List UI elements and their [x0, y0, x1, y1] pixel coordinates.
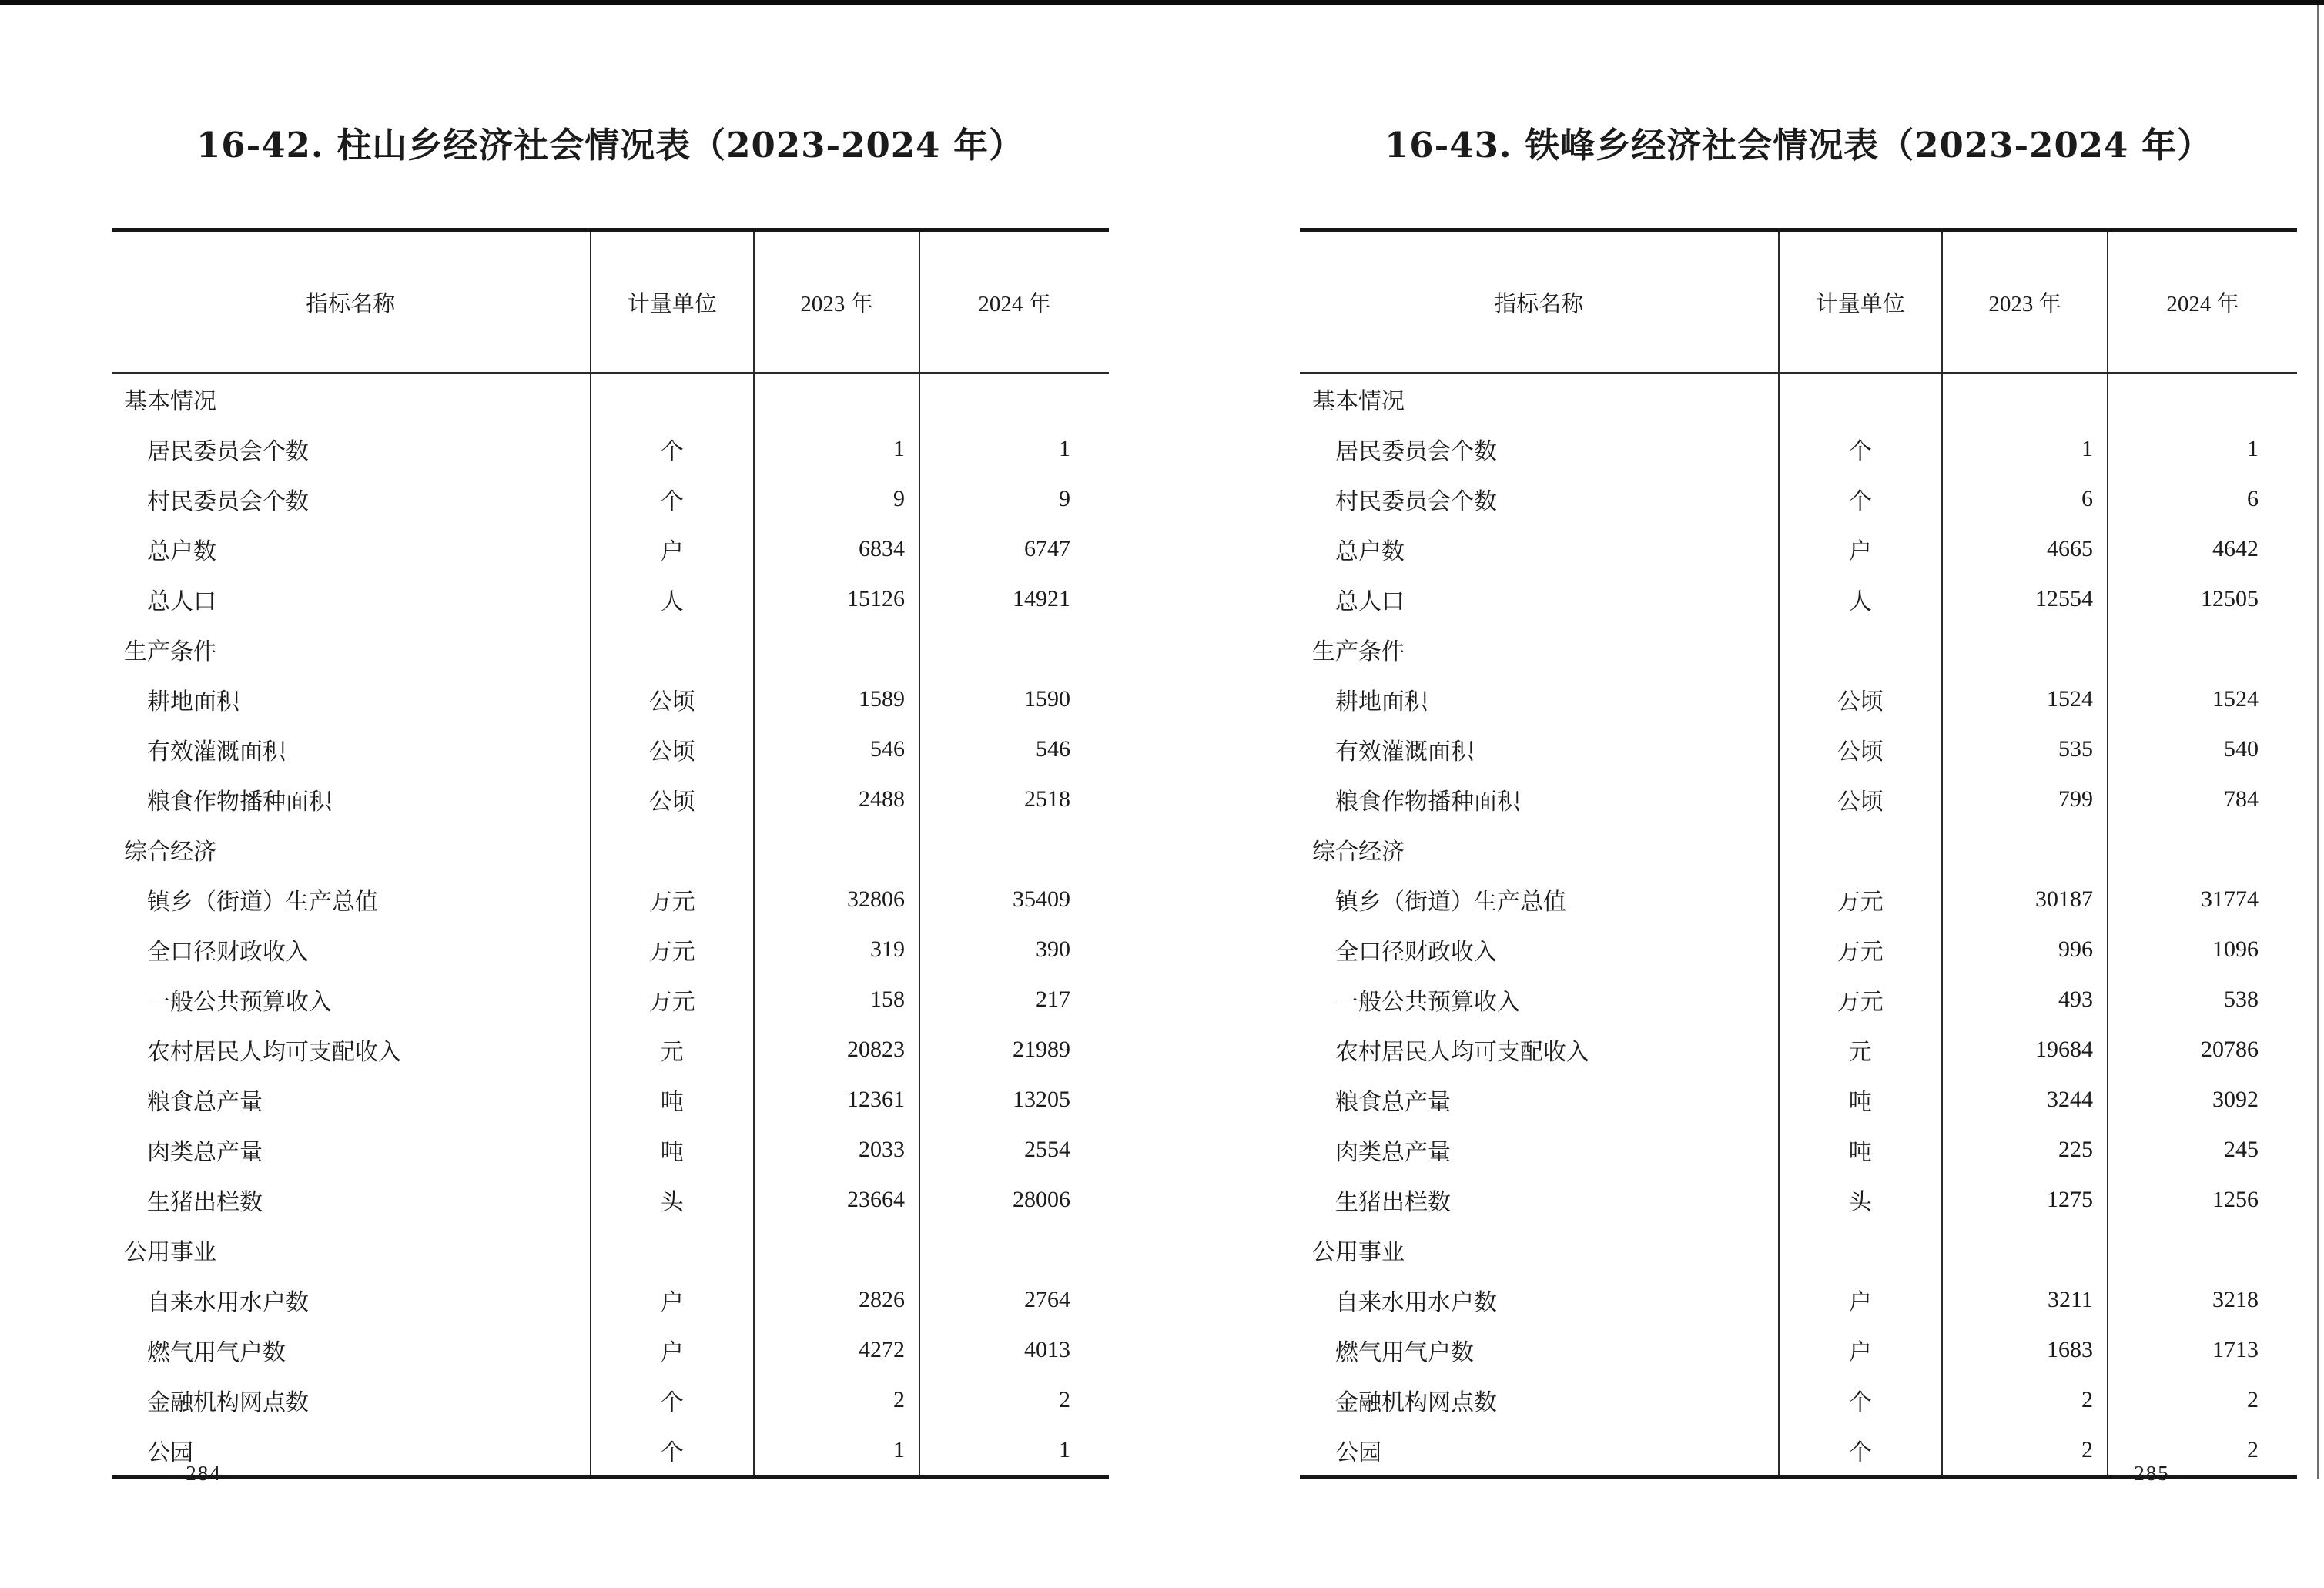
table-row [112, 1174, 1109, 1225]
indicator-name: 农村居民人均可支配收入 [147, 1039, 401, 1065]
value-2023 [1942, 1225, 2108, 1275]
indicator-name: 生产条件 [1312, 638, 1405, 665]
column-header-indicator: 指标名称 [1300, 230, 1779, 374]
unit: 吨 [591, 1074, 754, 1124]
unit: 个 [591, 1425, 754, 1477]
value-2023 [754, 624, 919, 674]
value-2023: 4272 [754, 1325, 919, 1375]
table-header-row [1300, 230, 2297, 374]
value-2023: 493 [1942, 974, 2108, 1024]
table-row [112, 574, 1109, 624]
page-number: – 284 – [167, 1462, 240, 1485]
unit: 公顷 [591, 774, 754, 824]
value-2023: 2488 [754, 774, 919, 824]
scan-edge-top [0, 0, 2324, 5]
unit: 元 [1779, 1024, 1942, 1074]
indicator-name: 公用事业 [1312, 1239, 1405, 1265]
unit: 元 [591, 1024, 754, 1074]
value-2024: 540 [2108, 724, 2297, 774]
indicator-name: 生猪出栏数 [147, 1189, 263, 1215]
column-header-unit: 计量单位 [1779, 230, 1942, 374]
unit: 个 [1779, 1375, 1942, 1425]
indicator-name: 粮食作物播种面积 [147, 789, 332, 815]
unit: 万元 [591, 974, 754, 1024]
unit [1779, 624, 1942, 674]
value-2023: 2826 [754, 1275, 919, 1325]
table-body [112, 373, 1109, 1477]
indicator-name: 肉类总产量 [147, 1139, 263, 1165]
value-2024: 35409 [919, 874, 1109, 924]
indicator-name: 总户数 [1335, 538, 1405, 565]
table-row [1300, 874, 2297, 924]
value-2023: 23664 [754, 1174, 919, 1225]
indicator-name: 有效灌溉面积 [147, 739, 286, 765]
value-2023: 12361 [754, 1074, 919, 1124]
indicator-name: 燃气用气户数 [1335, 1339, 1474, 1365]
section-row [112, 824, 1109, 874]
indicator-name: 镇乡（街道）生产总值 [1335, 889, 1566, 915]
value-2023 [1942, 373, 2108, 424]
value-2023: 3211 [1942, 1275, 2108, 1325]
value-2023 [754, 1225, 919, 1275]
value-2024: 12505 [2108, 574, 2297, 624]
value-2023: 4665 [1942, 524, 2108, 574]
indicator-name: 公用事业 [124, 1239, 216, 1265]
section-row [112, 1225, 1109, 1275]
value-2023: 1589 [754, 674, 919, 724]
value-2023: 6 [1942, 474, 2108, 524]
value-2024: 2 [2108, 1425, 2297, 1477]
table-row [112, 674, 1109, 724]
indicator-name: 自来水用水户数 [1335, 1289, 1497, 1315]
value-2024: 245 [2108, 1124, 2297, 1174]
value-2023: 15126 [754, 574, 919, 624]
table-row [1300, 524, 2297, 574]
table-row [112, 1325, 1109, 1375]
unit: 个 [1779, 1425, 1942, 1477]
unit: 个 [591, 1375, 754, 1425]
value-2023: 32806 [754, 874, 919, 924]
table-row [1300, 474, 2297, 524]
value-2023: 20823 [754, 1024, 919, 1074]
value-2024: 1096 [2108, 924, 2297, 974]
table-row [112, 774, 1109, 824]
table-row [112, 974, 1109, 1024]
value-2023: 9 [754, 474, 919, 524]
indicator-name: 综合经济 [1312, 839, 1405, 865]
indicator-name: 全口径财政收入 [1335, 939, 1497, 965]
value-2023: 996 [1942, 924, 2108, 974]
value-2023 [1942, 624, 2108, 674]
table-row [112, 1074, 1109, 1124]
unit [591, 824, 754, 874]
value-2024: 538 [2108, 974, 2297, 1024]
value-2023: 1683 [1942, 1325, 2108, 1375]
unit: 万元 [1779, 874, 1942, 924]
indicator-name: 总户数 [147, 538, 216, 565]
value-2023: 158 [754, 974, 919, 1024]
indicator-name: 生猪出栏数 [1335, 1189, 1451, 1215]
indicator-name: 居民委员会个数 [147, 438, 309, 464]
value-2024 [919, 824, 1109, 874]
unit: 个 [1779, 424, 1942, 474]
value-2024: 2518 [919, 774, 1109, 824]
value-2023: 799 [1942, 774, 2108, 824]
value-2023: 535 [1942, 724, 2108, 774]
value-2024: 20786 [2108, 1024, 2297, 1074]
unit [1779, 373, 1942, 424]
unit: 万元 [591, 874, 754, 924]
stats-table [1300, 228, 2297, 1479]
value-2024 [2108, 1225, 2297, 1275]
table-row [112, 874, 1109, 924]
value-2023: 12554 [1942, 574, 2108, 624]
unit: 公顷 [591, 724, 754, 774]
unit [591, 624, 754, 674]
indicator-name: 一般公共预算收入 [1335, 989, 1520, 1015]
unit: 吨 [591, 1124, 754, 1174]
unit: 人 [591, 574, 754, 624]
value-2024: 1713 [2108, 1325, 2297, 1375]
indicator-name: 耕地面积 [147, 688, 239, 715]
unit: 公顷 [1779, 774, 1942, 824]
value-2024: 1 [919, 1425, 1109, 1477]
value-2023: 1524 [1942, 674, 2108, 724]
indicator-name: 村民委员会个数 [1335, 488, 1497, 514]
table-row [112, 1124, 1109, 1174]
table-row [112, 424, 1109, 474]
table-row [1300, 924, 2297, 974]
value-2023: 2 [754, 1375, 919, 1425]
indicator-name: 有效灌溉面积 [1335, 739, 1474, 765]
table-row [112, 1275, 1109, 1325]
value-2024: 3218 [2108, 1275, 2297, 1325]
table-row [112, 1425, 1109, 1477]
value-2024: 3092 [2108, 1074, 2297, 1124]
table-row [1300, 574, 2297, 624]
section-row [112, 624, 1109, 674]
stats-table [112, 228, 1109, 1479]
value-2024: 21989 [919, 1024, 1109, 1074]
value-2023: 1 [754, 424, 919, 474]
indicator-name: 居民委员会个数 [1335, 438, 1497, 464]
value-2024 [2108, 624, 2297, 674]
value-2023: 1 [1942, 424, 2108, 474]
value-2024: 6747 [919, 524, 1109, 574]
value-2023: 6834 [754, 524, 919, 574]
table-row [1300, 674, 2297, 724]
value-2023: 225 [1942, 1124, 2108, 1174]
indicator-name: 农村居民人均可支配收入 [1335, 1039, 1589, 1065]
table-row [1300, 1275, 2297, 1325]
indicator-name: 总人口 [147, 588, 216, 615]
table-row [1300, 1375, 2297, 1425]
value-2023 [754, 373, 919, 424]
table-row [1300, 1074, 2297, 1124]
table-row [1300, 724, 2297, 774]
page-title: 16-43. 铁峰乡经济社会情况表（2023-2024 年） [1384, 125, 2213, 166]
table-row [1300, 1124, 2297, 1174]
indicator-name: 基本情况 [1312, 388, 1405, 414]
value-2024 [2108, 373, 2297, 424]
value-2023: 1275 [1942, 1174, 2108, 1225]
unit: 头 [1779, 1174, 1942, 1225]
table-row [112, 474, 1109, 524]
column-header-2024: 2024 年 [2108, 230, 2297, 374]
indicator-name: 肉类总产量 [1335, 1139, 1451, 1165]
unit: 头 [591, 1174, 754, 1225]
table-row [112, 1375, 1109, 1425]
unit: 吨 [1779, 1124, 1942, 1174]
table-row [1300, 1325, 2297, 1375]
table-row [112, 524, 1109, 574]
unit [591, 373, 754, 424]
table-row [112, 924, 1109, 974]
column-header-2024: 2024 年 [919, 230, 1109, 374]
value-2024 [919, 1225, 1109, 1275]
value-2024: 31774 [2108, 874, 2297, 924]
value-2024: 2764 [919, 1275, 1109, 1325]
section-row [1300, 824, 2297, 874]
value-2024: 2554 [919, 1124, 1109, 1174]
section-row [1300, 373, 2297, 424]
value-2023: 546 [754, 724, 919, 774]
unit: 公顷 [1779, 724, 1942, 774]
column-header-indicator: 指标名称 [112, 230, 591, 374]
value-2023: 2 [1942, 1425, 2108, 1477]
unit [591, 1225, 754, 1275]
value-2024 [919, 373, 1109, 424]
unit: 人 [1779, 574, 1942, 624]
indicator-name: 综合经济 [124, 839, 216, 865]
unit: 万元 [591, 924, 754, 974]
unit: 吨 [1779, 1074, 1942, 1124]
value-2024: 1590 [919, 674, 1109, 724]
indicator-name: 全口径财政收入 [147, 939, 309, 965]
table-row [1300, 774, 2297, 824]
table-row [1300, 974, 2297, 1024]
value-2024: 13205 [919, 1074, 1109, 1124]
indicator-name: 一般公共预算收入 [147, 989, 332, 1015]
indicator-name: 粮食总产量 [1335, 1089, 1451, 1115]
value-2024: 217 [919, 974, 1109, 1024]
value-2023: 2033 [754, 1124, 919, 1174]
indicator-name: 基本情况 [124, 388, 216, 414]
value-2024: 6 [2108, 474, 2297, 524]
unit [1779, 824, 1942, 874]
indicator-name: 耕地面积 [1335, 688, 1428, 715]
value-2024: 1 [2108, 424, 2297, 474]
scan-edge-right [2317, 5, 2319, 1479]
unit: 万元 [1779, 974, 1942, 1024]
value-2024: 390 [919, 924, 1109, 974]
value-2024: 784 [2108, 774, 2297, 824]
value-2024: 4013 [919, 1325, 1109, 1375]
value-2024: 2 [919, 1375, 1109, 1425]
unit: 户 [591, 1325, 754, 1375]
table-row [1300, 1024, 2297, 1074]
table-row [112, 1024, 1109, 1074]
value-2023 [1942, 824, 2108, 874]
indicator-name: 金融机构网点数 [147, 1389, 309, 1415]
table-body [1300, 373, 2297, 1477]
value-2024: 4642 [2108, 524, 2297, 574]
value-2024: 1256 [2108, 1174, 2297, 1225]
unit: 户 [1779, 1325, 1942, 1375]
value-2023: 3244 [1942, 1074, 2108, 1124]
indicator-name: 燃气用气户数 [147, 1339, 286, 1365]
column-header-unit: 计量单位 [591, 230, 754, 374]
indicator-name: 公园 [1335, 1439, 1381, 1466]
unit: 户 [591, 524, 754, 574]
unit: 个 [591, 474, 754, 524]
table-row [1300, 424, 2297, 474]
page-number: – 285 – [2115, 1462, 2188, 1485]
section-row [1300, 624, 2297, 674]
value-2023: 1 [754, 1425, 919, 1477]
unit: 户 [1779, 524, 1942, 574]
unit [1779, 1225, 1942, 1275]
value-2024: 1 [919, 424, 1109, 474]
section-row [112, 373, 1109, 424]
table-row [1300, 1174, 2297, 1225]
unit: 户 [1779, 1275, 1942, 1325]
unit: 户 [591, 1275, 754, 1325]
unit: 个 [591, 424, 754, 474]
value-2024 [2108, 824, 2297, 874]
indicator-name: 生产条件 [124, 638, 216, 665]
indicator-name: 粮食作物播种面积 [1335, 789, 1520, 815]
indicator-name: 村民委员会个数 [147, 488, 309, 514]
table-row [112, 724, 1109, 774]
unit: 公顷 [591, 674, 754, 724]
indicator-name: 公园 [147, 1439, 193, 1466]
value-2024: 546 [919, 724, 1109, 774]
section-row [1300, 1225, 2297, 1275]
value-2023: 319 [754, 924, 919, 974]
value-2024: 9 [919, 474, 1109, 524]
value-2024: 2 [2108, 1375, 2297, 1425]
value-2023: 19684 [1942, 1024, 2108, 1074]
indicator-name: 自来水用水户数 [147, 1289, 309, 1315]
value-2024: 14921 [919, 574, 1109, 624]
value-2023: 30187 [1942, 874, 2108, 924]
value-2023 [754, 824, 919, 874]
column-header-2023: 2023 年 [754, 230, 919, 374]
page-title: 16-42. 柱山乡经济社会情况表（2023-2024 年） [196, 125, 1025, 166]
value-2023: 2 [1942, 1375, 2108, 1425]
value-2024: 1524 [2108, 674, 2297, 724]
unit: 个 [1779, 474, 1942, 524]
table-header-row [112, 230, 1109, 374]
indicator-name: 镇乡（街道）生产总值 [147, 889, 378, 915]
unit: 公顷 [1779, 674, 1942, 724]
indicator-name: 粮食总产量 [147, 1089, 263, 1115]
indicator-name: 金融机构网点数 [1335, 1389, 1497, 1415]
column-header-2023: 2023 年 [1942, 230, 2108, 374]
indicator-name: 总人口 [1335, 588, 1405, 615]
unit: 万元 [1779, 924, 1942, 974]
value-2024 [919, 624, 1109, 674]
value-2024: 28006 [919, 1174, 1109, 1225]
